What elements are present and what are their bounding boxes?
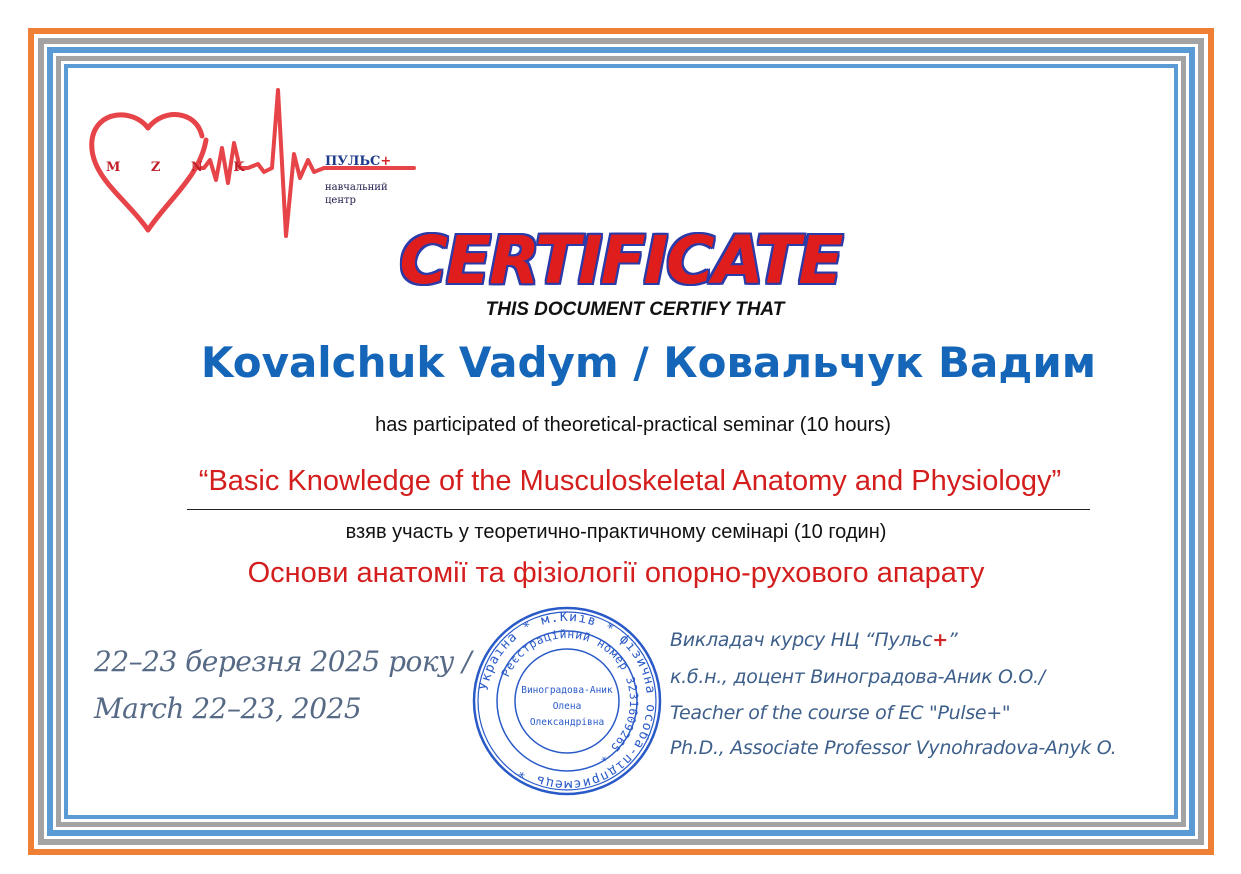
logo-sub-line1: навчальний — [325, 182, 388, 193]
divider-line — [187, 509, 1090, 510]
stamp-outer-text: Україна * м.Київ * фізична особа-підприємець * — [476, 609, 659, 793]
teacher-line2: к.б.н., доцент Виноградова-Аник О.О./ — [670, 666, 1045, 688]
certificate-title: CERTIFICATE — [399, 222, 842, 299]
participation-uk: взяв участь у теоретично-практичному семінарі (10 годин) — [345, 521, 887, 543]
stamp-middle-text: Реєстраційний номер 3231609265 * — [498, 626, 642, 766]
logo-sub-line2: центр — [325, 195, 356, 206]
logo-letters: M Z N K — [106, 160, 258, 175]
stamp-center-line3: Олександрівна — [529, 717, 605, 728]
logo-plus: + — [380, 154, 392, 169]
logo-subtitle — [325, 181, 388, 207]
date-en: March 22–23, 2025 — [94, 692, 362, 725]
teacher-line4: Ph.D., Associate Professor Vynohradova-Anyk O. — [670, 737, 1117, 759]
course-title-en: “Basic Knowledge of the Musculoskeletal Anatomy and Physiology” — [198, 465, 1062, 497]
stamp-center-line2: Олена — [552, 701, 582, 712]
course-title-uk: Основи анатомії та фізіології опорно-рухового апарату — [247, 557, 985, 589]
stamp-center-line1: Виноградова-Аник — [521, 685, 613, 696]
certificate-subtitle: THIS DOCUMENT CERTIFY THAT — [485, 299, 785, 320]
date-uk: 22–23 березня 2025 року / — [94, 645, 472, 678]
participation-en: has participated of theoretical-practical seminar (10 hours) — [375, 414, 891, 436]
logo-name: ПУЛЬС+ — [325, 154, 392, 169]
official-stamp — [471, 605, 663, 797]
teacher-line3: Teacher of the course of EC "Pulse+" — [670, 702, 1011, 724]
teacher-plus: + — [932, 629, 948, 651]
recipient-name: Kovalchuk Vadym / Ковальчук Вадим — [200, 338, 1097, 387]
teacher-line1: Викладач курсу НЦ “Пульс+” — [670, 629, 958, 651]
logo — [88, 88, 418, 243]
